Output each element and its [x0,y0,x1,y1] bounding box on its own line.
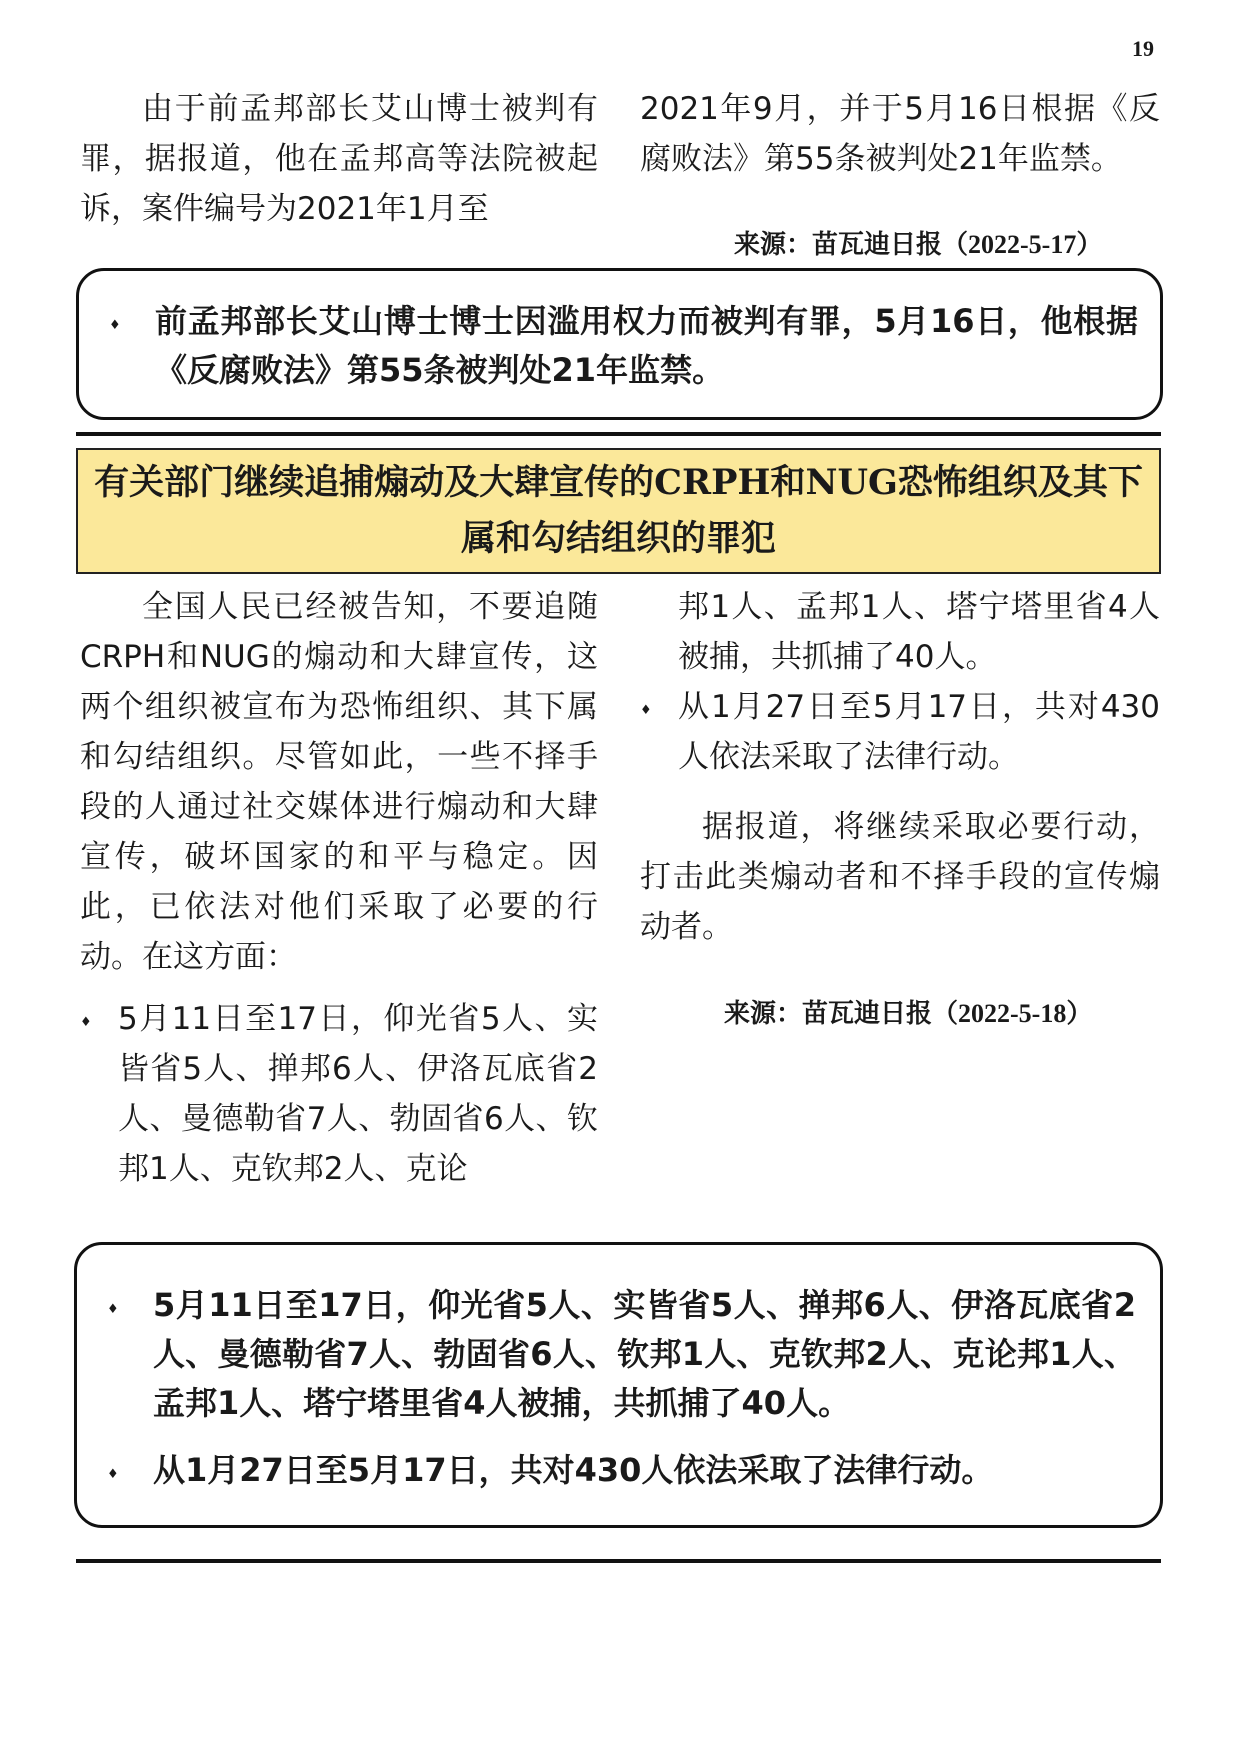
article2-summary-bullet-1-text: 5月11日至17日，仰光省5人、实皆省5人、掸邦6人、伊洛瓦底省2人、曼德勒省7人、勃固省6人、钦邦1人、克钦邦2人、克论邦1人、孟邦1人、塔宁塔里省4人被捕，共抓捕了40人。 [153,1286,1136,1422]
article2-right-column [640,582,1160,952]
article2-headline: 有关部门继续追捕煽动及大肆宣传的CRPH和NUG恐怖组织及其下属和勾结组织的罪犯 [94,462,1143,559]
article1-summary-text: 前孟邦部长艾山博士博士因滥用权力而被判有罪，5月16日，他根据《反腐败法》第55条被判处21年监禁。 [155,302,1138,389]
article1-left-paragraph: 由于前孟邦部长艾山博士被判有罪，据报道，他在孟邦高等法院被起诉，案件编号为2021年1月至 [80,91,598,227]
article2-right-bullet-continuation-text: 邦1人、孟邦1人、塔宁塔里省4人被捕，共抓捕了40人。 [678,589,1160,675]
diamond-bullet-icon: ♦ [109,318,121,333]
article2-summary-bullet-2 [101,1446,1136,1495]
article2-summary-box [74,1242,1163,1528]
diamond-bullet-icon: ♦ [80,1015,92,1030]
article2-right-paragraph: 据报道，将继续采取必要行动，打击此类煽动者和不择手段的宣传煽动者。 [640,809,1160,945]
diamond-bullet-icon: ♦ [107,1467,119,1482]
article1-left-column [80,84,598,234]
article1-summary-box [76,268,1163,420]
diamond-bullet-icon: ♦ [107,1302,119,1317]
article2-summary-bullet-1 [101,1281,1136,1428]
article1-right-column [640,84,1160,184]
article2-source-label: 来源：苗瓦迪日报 [724,999,933,1029]
page-number: 19 [1132,36,1154,61]
article2-right-bullet-continuation [640,582,1160,682]
article2-left-bullet-text: 5月11日至17日，仰光省5人、实皆省5人、掸邦6人、伊洛瓦底省2人、曼德勒省7人、勃固省6人、钦邦1人、克钦邦2人、克论 [118,1001,598,1187]
article1-source [734,224,1102,261]
article2-left-paragraph: 全国人民已经被告知，不要追随CRPH和NUG的煽动和大肆宣传，这两个组织被宣布为恐怖组织、其下属和勾结组织。尽管如此，一些不择手段的人通过社交媒体进行煽动和大肆宣传，破坏国家的和平与稳定。因此，已依法对他们采取了必要的行动。在这方面： [80,589,598,975]
article1-right-paragraph: 2021年9月，并于5月16日根据《反腐败法》第55条被判处21年监禁。 [640,91,1160,177]
article1-source-label: 来源：苗瓦迪日报 [734,230,943,260]
article2-right-bullet-2-text: 从1月27日至5月17日，共对430人依法采取了法律行动。 [678,689,1160,775]
section-divider-bottom [76,1559,1161,1563]
article1-source-date: （2022-5-17） [942,230,1103,259]
article2-right-bullet-2 [640,682,1160,782]
article2-summary-bullet-2-text: 从1月27日至5月17日，共对430人依法采取了法律行动。 [153,1451,994,1489]
article1-summary-bullet [103,297,1138,395]
article2-source-date: （2022-5-18） [932,999,1093,1028]
article2-left-column [80,582,598,1194]
article2-headline-box [76,448,1161,574]
article2-source [724,993,1092,1030]
diamond-bullet-icon: ♦ [640,703,652,718]
article2-left-bullet [80,994,598,1194]
section-divider-top [76,432,1161,436]
